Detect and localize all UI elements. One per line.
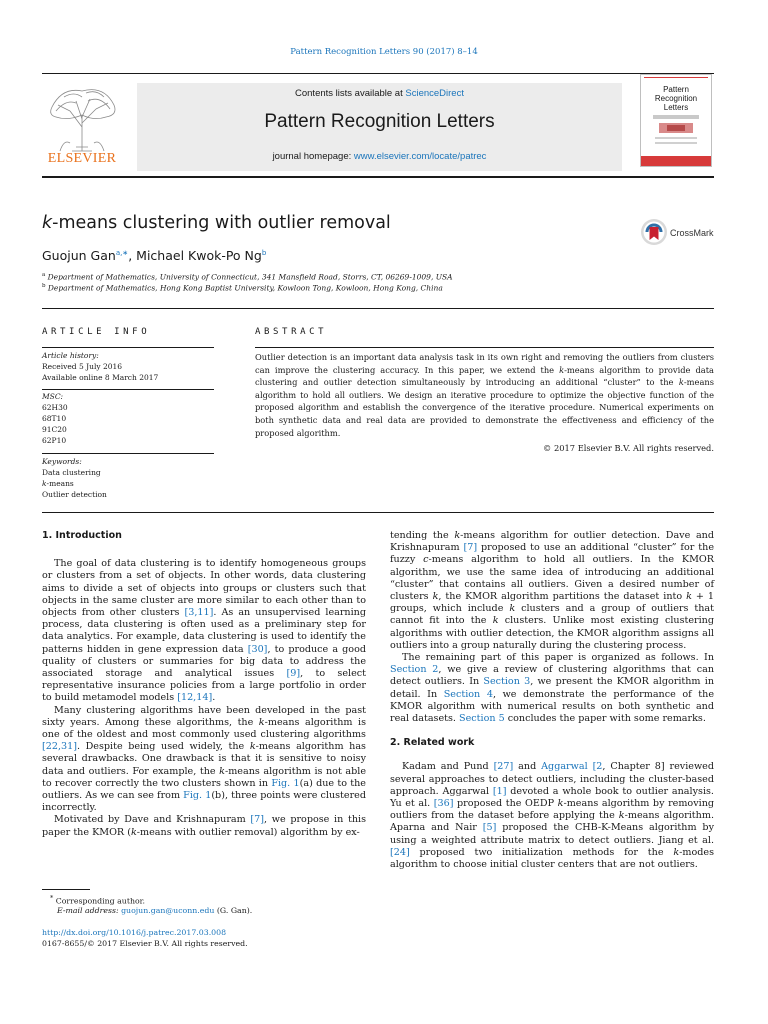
- citation-link[interactable]: [9]: [286, 668, 301, 680]
- crossmark-icon: [640, 218, 668, 246]
- footnote-rule: [42, 889, 90, 890]
- msc-code: 91C20: [42, 424, 67, 434]
- author-email-link[interactable]: guojun.gan@uconn.edu: [121, 906, 215, 915]
- citation-link[interactable]: [24]: [390, 846, 410, 858]
- cover-top-line: [644, 77, 708, 78]
- citation-link[interactable]: [7]: [463, 542, 478, 554]
- masthead-bottom-rule: [42, 176, 714, 178]
- author-name: Michael Kwok-Po Ng: [136, 248, 262, 263]
- section-link[interactable]: Section 5: [459, 713, 505, 725]
- section-link[interactable]: Section 3: [483, 676, 531, 688]
- citation-link[interactable]: [12,14]: [177, 692, 213, 704]
- msc-rule: [42, 453, 214, 454]
- crossmark-label: CrossMark: [670, 228, 714, 238]
- msc-code: 62P10: [42, 435, 67, 445]
- figure-link[interactable]: Fig. 1: [183, 790, 212, 802]
- keyword: Outlier detection: [42, 489, 107, 499]
- masthead-center-panel: [137, 83, 622, 171]
- affiliation-a: $^a$ Department of Mathematics, University of Connecticut, 341 Mansfield Road, Storrs, CT, 06269-1009, USA: [42, 272, 453, 282]
- body-paragraph: The goal of data clustering is to identify homogeneous groups or clusters from a set of objects. In other words, data clustering aims to divide a set of objects into groups or clusters such that objects in the same cluster are more similar to each other than to objects from other clusters [3,11]. As an unsupervised learning process, data clustering is often used as a preliminary step for data analytics. For example, data clustering is used to identify the patterns hidden in gene expression data [30], to produce a good quality of clusters or summaries for big data to address the associated storage and analytical issues [9], to select representative insurance policies from a large portfolio in order to build metamodel models [12,14].: [42, 558, 367, 704]
- journal-homepage-link[interactable]: www.elsevier.com/locate/patrec: [353, 151, 487, 162]
- keyword: k-means: [42, 478, 74, 488]
- cover-title: Pattern Recognition Letters: [654, 85, 698, 112]
- body-paragraph: Motivated by Dave and Krishnapuram [7], we propose in this paper the KMOR (k-means with outlier removal) algorithm by ex-: [42, 814, 366, 838]
- body-paragraph: The remaining part of this paper is organized as follows. In Section 2, we give a review of clustering algorithms that can detect outliers. In Section 3, we present the KMOR algorithm in detail. In Section 4, we demonstrate the performance of the KMOR algorithm with numerical results on both synthetic and real datasets. Section 5 concludes the paper with some remarks.: [390, 652, 715, 725]
- journal-name: Pattern Recognition Letters: [264, 111, 495, 132]
- doi-link[interactable]: http://dx.doi.org/10.1016/j.patrec.2017.03.008: [42, 928, 227, 937]
- citation-link[interactable]: Aggarwal: [541, 761, 588, 773]
- author-list: Guojun Gan$^{a,∗}$, Michael Kwok-Po Ng$^b$: [42, 248, 267, 263]
- msc-code: 62H30: [42, 402, 68, 412]
- abstract-copyright: © 2017 Elsevier B.V. All rights reserved.: [543, 443, 714, 453]
- abstract-rule: [255, 347, 714, 348]
- citation-link[interactable]: [5]: [482, 822, 497, 834]
- cover-artwork: [647, 111, 705, 151]
- citation-link[interactable]: [7]: [250, 814, 265, 826]
- abstract-heading: ABSTRACT: [255, 327, 328, 337]
- section-link[interactable]: Section 4: [443, 688, 493, 700]
- corresponding-author-note: * Corresponding author.: [50, 894, 146, 906]
- citation-link[interactable]: [36]: [433, 798, 454, 810]
- journal-citation-link[interactable]: Pattern Recognition Letters 90 (2017) 8–14: [290, 47, 478, 57]
- sciencedirect-link[interactable]: ScienceDirect: [405, 88, 464, 99]
- body-column-left: [42, 530, 366, 839]
- figure-link[interactable]: Fig. 1: [271, 777, 300, 789]
- citation-link[interactable]: [3,11]: [184, 607, 214, 619]
- masthead-top-rule: [42, 73, 714, 74]
- citation-link[interactable]: [27]: [493, 761, 514, 773]
- section-link[interactable]: Section 2: [390, 664, 439, 676]
- citation-link[interactable]: [22,31]: [42, 741, 77, 753]
- abstract-text: Outlier detection is an important data analysis task in its own right and removing the outliers from clusters can improve the clustering accuracy. In this paper, we extend the k-means algorithm to provide data clustering and outlier detection simultaneously by introducing an additional “cluster” to the k-means algorithm to hold all outliers. We design an iterative procedure to optimize the objective function of the proposed algorithm and establish the convergence of the iterative procedure. Numerical experiments on both synthetic data and real data are provided to demonstrate the effectiveness and efficiency of the proposed algorithm.: [255, 352, 714, 438]
- contents-line: Contents lists available at ScienceDirect: [295, 88, 464, 99]
- email-note: E-mail address: guojun.gan@uconn.edu (G. Gan).: [57, 906, 253, 915]
- author-affiliation-mark[interactable]: a,∗: [115, 248, 129, 257]
- crossmark-badge[interactable]: [640, 218, 720, 248]
- body-paragraph: Kadam and Pund [27] and Aggarwal [2, Chapter 8] reviewed several approaches to detect outliers, including the cluster-based approach. Aggarwal [1] devoted a whole book to outlier analysis. Yu et al. [36] proposed the OEDP k-means algorithm by removing outliers from the dataset before applying the k-means algorithm. Aparna and Nair [5] proposed the CHB-K-Means algorithm by using a weighted attribute matrix to detect outliers. Jiang et al. [24] proposed two initialization methods for the k-modes algorithm to choose initial cluster centers that are not outliers.: [390, 761, 715, 871]
- header-divider: [42, 308, 714, 309]
- keywords: Keywords: Data clustering k-means Outlier detection: [42, 457, 214, 501]
- article-title: k-means clustering with outlier removal: [42, 213, 391, 233]
- citation-link[interactable]: [1]: [492, 785, 507, 797]
- body-divider: [42, 512, 714, 513]
- msc-codes: MSC: 62H30 68T10 91C20 62P10: [42, 392, 214, 447]
- body-paragraph: tending the k-means algorithm for outlier detection. Dave and Krishnapuram [7] proposed to use an additional “cluster” for the fuzzy c-means algorithm to hold all outliers. In the KMOR algorithm, we use the same idea of introducing an additional “cluster” that contains all outliers. Given a desired number of clusters k, the KMOR algorithm partitions the dataset into k + 1 groups, which include k clusters and a group of outliers that cannot fit into the k clusters. Unlike most existing clustering algorithms with outlier detection, the KMOR algorithm assigns all outliers into a group naturally during the clustering process.: [390, 530, 715, 651]
- citation-link[interactable]: [2: [592, 761, 603, 773]
- article-history: Article history: Received 5 July 2016 Available online 8 March 2017: [42, 351, 159, 382]
- keyword: Data clustering: [42, 467, 101, 477]
- author-affiliation-mark[interactable]: b: [261, 248, 267, 257]
- citation-link[interactable]: [30]: [247, 643, 268, 655]
- elsevier-wordmark: ELSEVIER: [47, 151, 117, 166]
- affiliation-b: $^b$ Department of Mathematics, Hong Kong Baptist University, Kowloon Tong, Kowloon, Hong Kong, China: [42, 283, 443, 293]
- cover-bottom-bar: [641, 156, 711, 166]
- section-heading-introduction: 1. Introduction: [42, 530, 122, 541]
- issn-line: 0167-8655/© 2017 Elsevier B.V. All rights reserved.: [42, 939, 248, 948]
- section-heading-related-work: 2. Related work: [390, 737, 475, 749]
- msc-code: 68T10: [42, 413, 67, 423]
- history-rule: [42, 389, 214, 390]
- homepage-line: journal homepage: www.elsevier.com/locate/patrec: [272, 151, 487, 162]
- author-name: Guojun Gan: [42, 248, 116, 263]
- article-info-rule: [42, 347, 214, 348]
- journal-masthead: [42, 73, 714, 169]
- journal-cover-thumbnail[interactable]: [640, 74, 712, 167]
- article-info-heading: ARTICLE INFO: [42, 327, 151, 337]
- body-column-right: [390, 530, 714, 871]
- body-paragraph: Many clustering algorithms have been developed in the past sixty years. Among these algorithms, the k-means algorithm is one of the oldest and most commonly used clustering algorithms [22,31]. Despite being used widely, the k-means algorithm has several drawbacks. One drawback is that it is sensitive to noisy data and outliers. For example, the k-means algorithm is not able to recover correctly the two clusters shown in Fig. 1(a) due to the outliers. As we can see from Fig. 1(b), three points were clustered incorrectly.: [42, 704, 366, 814]
